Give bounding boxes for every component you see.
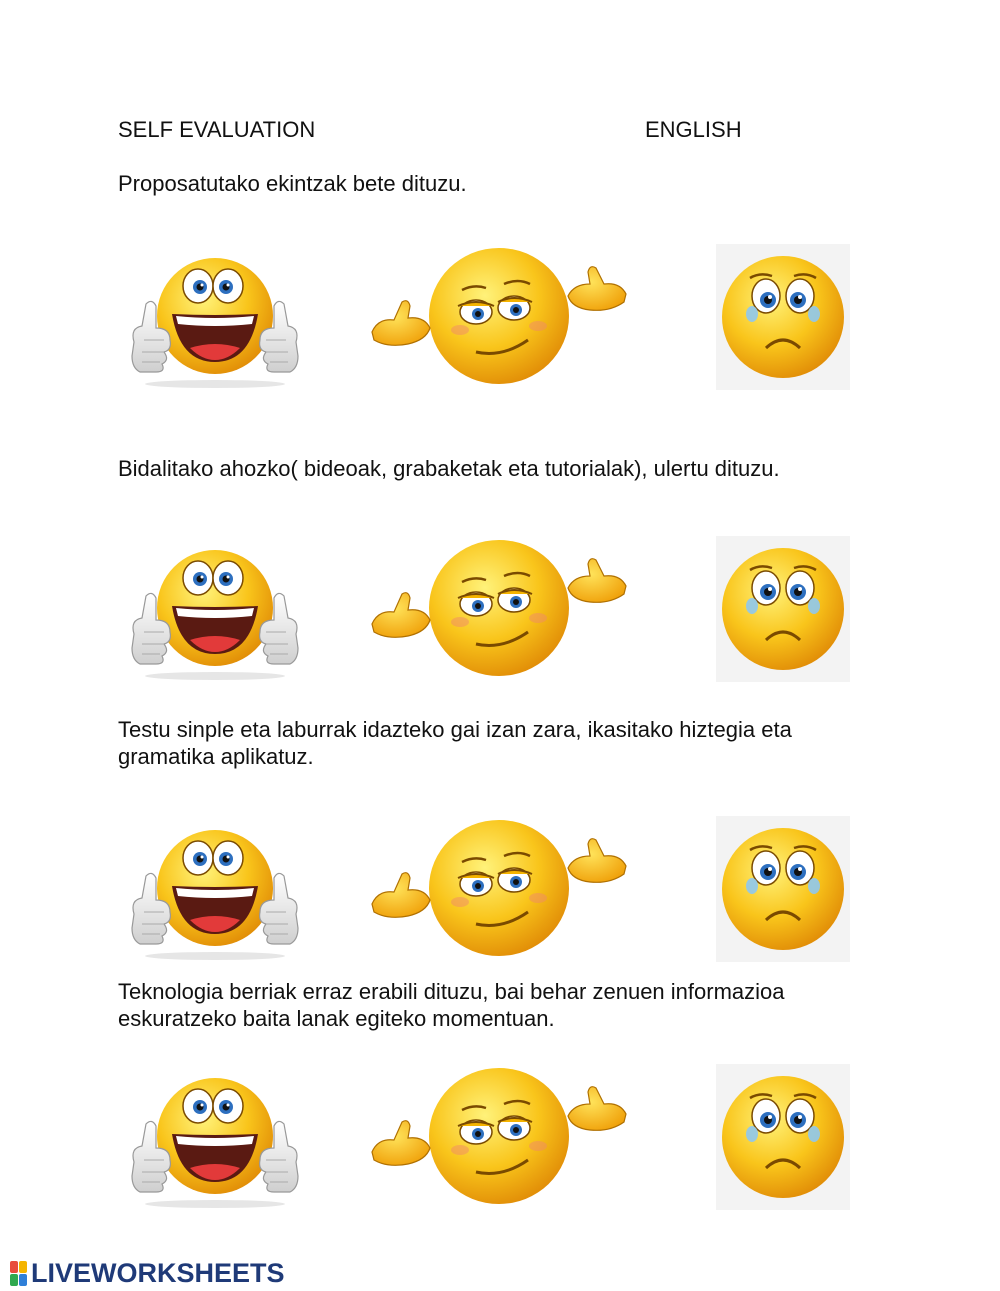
subject-label: ENGLISH <box>645 117 742 142</box>
rating-row-4 <box>0 1064 1000 1214</box>
statement-4-line-1: Teknologia berriak erraz erabili dituzu, bai behar zenuen informazioa <box>118 979 785 1004</box>
rating-row-1 <box>0 244 1000 394</box>
shrug-emoji-icon[interactable] <box>368 816 630 962</box>
statement-3-line-2: gramatika aplikatuz. <box>118 744 314 769</box>
statement-1: Proposatutako ekintzak bete dituzu. <box>118 171 467 196</box>
happy-thumbs-up-emoji-icon[interactable] <box>120 1064 310 1210</box>
shrug-emoji-icon[interactable] <box>368 244 630 390</box>
rating-row-2 <box>0 536 1000 686</box>
sad-emoji-icon[interactable] <box>716 536 850 682</box>
happy-thumbs-up-emoji-icon[interactable] <box>120 244 310 390</box>
shrug-emoji-icon[interactable] <box>368 1064 630 1210</box>
sad-emoji-icon[interactable] <box>716 1064 850 1210</box>
statement-2: Bidalitako ahozko( bideoak, grabaketak eta tutorialak), ulertu dituzu. <box>118 456 780 481</box>
logo-mark-icon <box>10 1261 27 1286</box>
rating-row-3 <box>0 816 1000 966</box>
worksheet-title: SELF EVALUATION <box>118 117 316 142</box>
brand-name: LIVEWORKSHEETS <box>31 1257 285 1288</box>
liveworksheets-logo <box>10 1258 285 1288</box>
happy-thumbs-up-emoji-icon[interactable] <box>120 536 310 682</box>
statement-3-line-1: Testu sinple eta laburrak idazteko gai izan zara, ikasitako hiztegia eta <box>118 717 792 742</box>
sad-emoji-icon[interactable] <box>716 244 850 390</box>
statement-4-line-2: eskuratzeko baita lanak egiteko momentuan. <box>118 1006 555 1031</box>
sad-emoji-icon[interactable] <box>716 816 850 962</box>
happy-thumbs-up-emoji-icon[interactable] <box>120 816 310 962</box>
shrug-emoji-icon[interactable] <box>368 536 630 682</box>
